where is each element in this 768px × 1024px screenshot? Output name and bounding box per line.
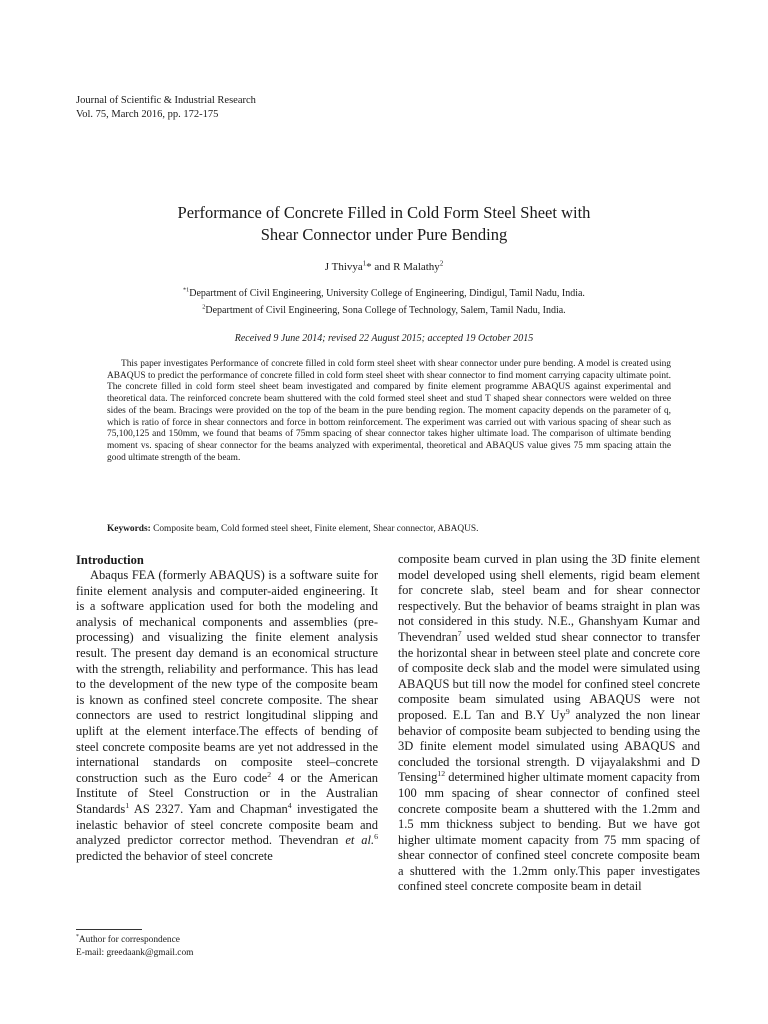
body-text: 4 or the American Institute of Steel Construction or in the Australian Standards bbox=[76, 770, 378, 816]
keywords-text: Composite beam, Cold formed steel sheet, Finite element, Shear connector, ABAQUS. bbox=[150, 524, 479, 534]
citation-marker: 12 bbox=[437, 769, 446, 779]
affiliation-item bbox=[0, 302, 768, 319]
footnote-text: Author for correspondence bbox=[78, 935, 180, 945]
body-text: Abaqus FEA (formerly ABAQUS) is a software suite for finite element analysis and computer-aided engineering. It is a software application used for both the modeling and analysis of mechanical components and assemblies (pre-processing) and visualizing the finite element analysis result. The present day demand is an economical structure with the strength, reliability and performance. This has lead to the development of the new type of the composite beam is known as confined steel concrete composite. The shear connectors are used to restrict longitudinal slipping and uplift at the element interface.The effects of bending of steel concrete composite beams are yet not addressed in the international standards on composite steel–concrete construction such as the Euro code bbox=[76, 568, 378, 785]
et-al: et al. bbox=[345, 833, 375, 848]
footnote-line bbox=[76, 934, 193, 947]
body-text: analyzed the non linear behavior of composite beam subjected to bending using the 3D finite element model simulated using ABAQUS and concluded the torsional strength. D vijayalakshmi and D Tensing bbox=[398, 707, 700, 785]
citation-marker: 2 bbox=[267, 769, 272, 779]
footnote-divider bbox=[76, 929, 142, 930]
body-text: determined higher ultimate moment capacity from 100 mm spacing of shear connector of confined steel concrete composite beam a shuttered with the 1.2mm and 1.5 mm thickness subject to bending. But we have got higher ultimate moment capacity from 75 mm spacing of shear connector of confined steel concrete composite beam a shuttered with the 1.2mm only.This paper investigates confined steel concrete composite beam in detail bbox=[398, 770, 700, 894]
journal-name: Journal of Scientific & Industrial Research bbox=[76, 95, 256, 106]
corresponding-marker: * bbox=[366, 261, 372, 273]
footnote bbox=[76, 934, 193, 960]
affiliation-text: Department of Civil Engineering, University College of Engineering, Dindigul, Tamil Nadu, India. bbox=[189, 288, 585, 299]
body-text: AS 2327. Yam and Chapman bbox=[129, 801, 288, 816]
right-column bbox=[398, 552, 700, 895]
affiliations bbox=[0, 285, 768, 319]
journal-header bbox=[76, 94, 256, 122]
author-list bbox=[0, 261, 768, 273]
author-name: J Thivya bbox=[324, 261, 363, 273]
abstract: This paper investigates Performance of concrete filled in cold form steel sheet with shear connector under pure bending. A model is created using ABAQUS to predict the performance of concrete filled in cold form steel sheet with shear connector to find moment carrying capacity ultimate point. The concrete filled in cold form steel sheet beam investigated and compared by finite element programme ABAQUS against experimental and theoretical data. The reinforced concrete beam shuttered with the cold formed steel sheet and stud T shaped shear connectors were welded on three sides of the beam. Bracings were provided on the top of the beam in the pure bending region. The moment capacity depends on the parameter of q, which is ratio of force in shear connectors and force in bottom reinforcement. The experiment was carried out with various spacing of shear such as 75,100,125 and 150mm, we found that beams of 75mm spacing of shear connector takes higher ultimate load. The comparison of ultimate bending moment vs. spacing of shear connector for the beams analyzed with experimental, theoretical and ABAQUS value gives 75 mm spacing attain the good ultimate strength of the beam. bbox=[107, 359, 671, 463]
author-name: R Malathy bbox=[393, 261, 440, 273]
citation-marker: 7 bbox=[457, 628, 462, 638]
body-text: predicted the behavior of steel concrete bbox=[76, 848, 273, 863]
received-dates: Received 9 June 2014; revised 22 August 2015; accepted 19 October 2015 bbox=[234, 333, 534, 344]
affiliation-marker: *1 bbox=[183, 286, 190, 294]
footnote-marker: * bbox=[76, 933, 79, 940]
paper-title bbox=[0, 202, 768, 246]
citation-marker: 9 bbox=[565, 706, 570, 716]
affiliation-text: Department of Civil Engineering, Sona College of Technology, Salem, Tamil Nadu, India. bbox=[205, 305, 566, 316]
title-line-1: Performance of Concrete Filled in Cold Form Steel Sheet with bbox=[177, 203, 591, 222]
affiliation-marker: 2 bbox=[202, 303, 206, 311]
left-column bbox=[76, 552, 378, 864]
citation-marker: 1 bbox=[125, 800, 130, 810]
author-conjunction: and bbox=[371, 261, 394, 273]
keywords bbox=[107, 524, 671, 534]
citation-marker: 4 bbox=[287, 800, 292, 810]
volume-info: Vol. 75, March 2016, pp. 172-175 bbox=[76, 109, 219, 120]
body-text: composite beam curved in plan using the 3D finite element model developed using shell elements, rigid beam element for concrete slab, steel beam and for shear connector respectively. But the behavior of beams straight in plan was not considered in this study. N.E., Ghanshyam Kumar and Thevendran bbox=[398, 552, 700, 644]
title-line-2: Shear Connector under Pure Bending bbox=[260, 225, 508, 244]
affiliation-item bbox=[0, 285, 768, 302]
body-paragraph bbox=[398, 552, 700, 895]
keywords-label: Keywords: bbox=[107, 524, 151, 534]
body-text: investigated the inelastic behavior of steel concrete composite beam and analyzed predictor corrector method. Thevendran bbox=[76, 801, 379, 848]
section-heading: Introduction bbox=[76, 553, 144, 567]
body-text: used welded stud shear connector to transfer the horizontal shear in between steel plate and concrete core of composite deck slab and the model were simulated using ABAQUS but till now the model for confined steel concrete composite beam simulated using ABAQUS were not proposed. E.L Tan and B.Y Uy bbox=[398, 629, 700, 722]
body-paragraph bbox=[76, 568, 378, 864]
correspondence-email: E-mail: greedaank@gmail.com bbox=[76, 948, 194, 958]
citation-marker: 6 bbox=[374, 831, 378, 841]
author-affil-marker: 1 bbox=[362, 260, 367, 268]
author-affil-marker: 2 bbox=[439, 260, 444, 268]
